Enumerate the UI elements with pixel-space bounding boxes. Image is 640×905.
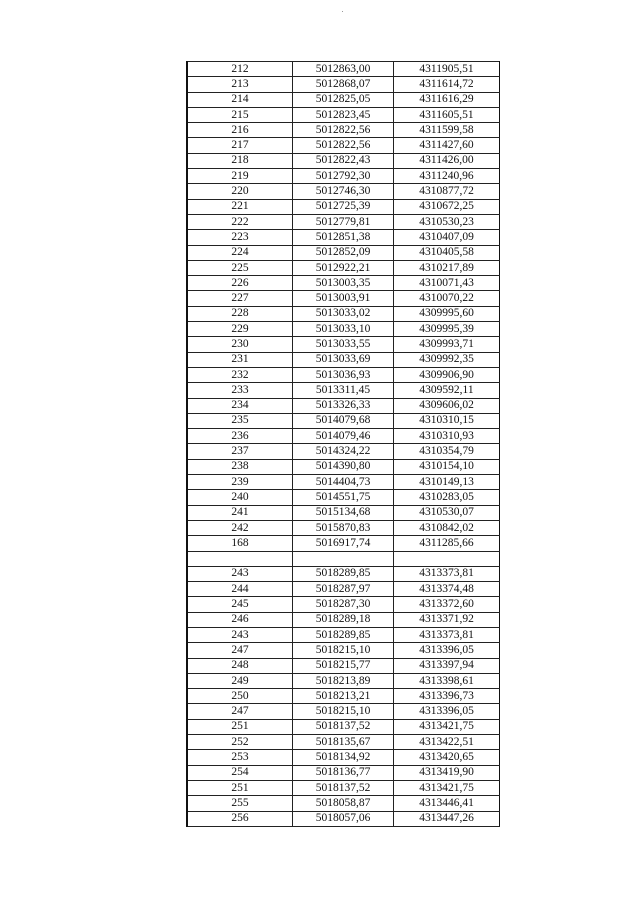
scan-speck: [342, 11, 343, 12]
y-coordinate-cell: 4310310,15: [394, 413, 500, 428]
x-coordinate-cell: 5014404,73: [293, 475, 394, 490]
x-coordinate-cell: 5012779,81: [293, 214, 394, 229]
x-coordinate-cell: 5018213,21: [293, 689, 394, 704]
y-coordinate-cell: 4310154,10: [394, 459, 500, 474]
x-coordinate-cell: 5018134,92: [293, 750, 394, 765]
table-row: [187, 291, 500, 306]
point-number-cell: 249: [187, 673, 293, 688]
x-coordinate-cell: 5012852,09: [293, 245, 394, 260]
y-coordinate-cell: 4310310,93: [394, 429, 500, 444]
y-coordinate-cell: 4311427,60: [394, 138, 500, 153]
y-coordinate-cell: 4309995,39: [394, 322, 500, 337]
point-number-cell: 216: [187, 123, 293, 138]
y-coordinate-cell: 4310530,23: [394, 214, 500, 229]
y-coordinate-cell: 4311616,29: [394, 92, 500, 107]
x-coordinate-cell: 5018058,87: [293, 796, 394, 811]
point-number-cell: 240: [187, 490, 293, 505]
x-coordinate-cell: 5018287,97: [293, 582, 394, 597]
point-number-cell: 247: [187, 643, 293, 658]
x-coordinate-cell: 5013033,69: [293, 352, 394, 367]
table-row: [187, 352, 500, 367]
y-coordinate-cell: 4313421,75: [394, 780, 500, 795]
table-row: [187, 780, 500, 795]
y-coordinate-cell: 4309592,11: [394, 383, 500, 398]
y-coordinate-cell: 4313372,60: [394, 597, 500, 612]
x-coordinate-cell: 5018215,10: [293, 704, 394, 719]
table-row: [187, 719, 500, 734]
point-number-cell: 251: [187, 719, 293, 734]
point-number-cell: 239: [187, 475, 293, 490]
x-coordinate-cell: 5012822,56: [293, 123, 394, 138]
y-coordinate-cell: [394, 551, 500, 566]
y-coordinate-cell: 4313373,81: [394, 566, 500, 581]
table-row: [187, 582, 500, 597]
y-coordinate-cell: 4310530,07: [394, 505, 500, 520]
y-coordinate-cell: 4313446,41: [394, 796, 500, 811]
table-row: [187, 566, 500, 581]
point-number-cell: 243: [187, 627, 293, 642]
point-number-cell: 227: [187, 291, 293, 306]
y-coordinate-cell: 4313374,48: [394, 582, 500, 597]
point-number-cell: 231: [187, 352, 293, 367]
y-coordinate-cell: 4309606,02: [394, 398, 500, 413]
table-row: [187, 306, 500, 321]
table-row: [187, 658, 500, 673]
point-number-cell: [187, 551, 293, 566]
y-coordinate-cell: 4313396,05: [394, 643, 500, 658]
point-number-cell: 215: [187, 107, 293, 122]
coordinate-table-body: [187, 62, 500, 827]
x-coordinate-cell: 5018215,10: [293, 643, 394, 658]
point-number-cell: 235: [187, 413, 293, 428]
y-coordinate-cell: 4309992,35: [394, 352, 500, 367]
x-coordinate-cell: 5014079,68: [293, 413, 394, 428]
table-row: [187, 245, 500, 260]
table-row: [187, 673, 500, 688]
point-number-cell: 214: [187, 92, 293, 107]
point-number-cell: 247: [187, 704, 293, 719]
point-number-cell: 230: [187, 337, 293, 352]
point-number-cell: 254: [187, 765, 293, 780]
x-coordinate-cell: 5018135,67: [293, 735, 394, 750]
x-coordinate-cell: 5018213,89: [293, 673, 394, 688]
table-row: [187, 612, 500, 627]
x-coordinate-cell: 5018287,30: [293, 597, 394, 612]
table-row: [187, 337, 500, 352]
table-row: [187, 77, 500, 92]
x-coordinate-cell: 5014551,75: [293, 490, 394, 505]
point-number-cell: 253: [187, 750, 293, 765]
point-number-cell: 248: [187, 658, 293, 673]
point-number-cell: 220: [187, 184, 293, 199]
table-row: [187, 704, 500, 719]
y-coordinate-cell: 4313422,51: [394, 735, 500, 750]
point-number-cell: 233: [187, 383, 293, 398]
table-row: [187, 169, 500, 184]
x-coordinate-cell: 5018137,52: [293, 780, 394, 795]
y-coordinate-cell: 4310407,09: [394, 230, 500, 245]
y-coordinate-cell: 4313396,73: [394, 689, 500, 704]
x-coordinate-cell: 5015134,68: [293, 505, 394, 520]
table-row: [187, 811, 500, 826]
x-coordinate-cell: 5013003,35: [293, 276, 394, 291]
x-coordinate-cell: 5012863,00: [293, 62, 394, 77]
y-coordinate-cell: 4310842,02: [394, 520, 500, 535]
y-coordinate-cell: 4310070,22: [394, 291, 500, 306]
y-coordinate-cell: 4313371,92: [394, 612, 500, 627]
y-coordinate-cell: 4313420,65: [394, 750, 500, 765]
y-coordinate-cell: 4311599,58: [394, 123, 500, 138]
point-number-cell: 228: [187, 306, 293, 321]
table-row: [187, 413, 500, 428]
y-coordinate-cell: 4313419,90: [394, 765, 500, 780]
x-coordinate-cell: 5013326,33: [293, 398, 394, 413]
x-coordinate-cell: 5012868,07: [293, 77, 394, 92]
table-row: [187, 444, 500, 459]
x-coordinate-cell: 5012725,39: [293, 199, 394, 214]
point-number-cell: 224: [187, 245, 293, 260]
x-coordinate-cell: 5018289,85: [293, 627, 394, 642]
point-number-cell: 255: [187, 796, 293, 811]
point-number-cell: 256: [187, 811, 293, 826]
point-number-cell: 237: [187, 444, 293, 459]
table-row: [187, 62, 500, 77]
x-coordinate-cell: [293, 551, 394, 566]
table-row: [187, 398, 500, 413]
point-number-cell: 245: [187, 597, 293, 612]
y-coordinate-cell: 4313373,81: [394, 627, 500, 642]
table-row: [187, 735, 500, 750]
table-row: [187, 475, 500, 490]
x-coordinate-cell: 5012851,38: [293, 230, 394, 245]
table-row: [187, 750, 500, 765]
point-number-cell: 244: [187, 582, 293, 597]
table-row: [187, 184, 500, 199]
y-coordinate-cell: 4309995,60: [394, 306, 500, 321]
point-number-cell: 232: [187, 367, 293, 382]
x-coordinate-cell: 5012792,30: [293, 169, 394, 184]
y-coordinate-cell: 4311426,00: [394, 153, 500, 168]
point-number-cell: 222: [187, 214, 293, 229]
x-coordinate-cell: 5013033,02: [293, 306, 394, 321]
x-coordinate-cell: 5012822,56: [293, 138, 394, 153]
point-number-cell: 217: [187, 138, 293, 153]
x-coordinate-cell: 5018057,06: [293, 811, 394, 826]
point-number-cell: 226: [187, 276, 293, 291]
x-coordinate-cell: 5018137,52: [293, 719, 394, 734]
point-number-cell: 229: [187, 322, 293, 337]
x-coordinate-cell: 5012746,30: [293, 184, 394, 199]
table-row: [187, 689, 500, 704]
y-coordinate-cell: 4310149,13: [394, 475, 500, 490]
point-number-cell: 168: [187, 536, 293, 551]
y-coordinate-cell: 4313396,05: [394, 704, 500, 719]
x-coordinate-cell: 5012922,21: [293, 260, 394, 275]
y-coordinate-cell: 4311240,96: [394, 169, 500, 184]
table-row: [187, 627, 500, 642]
x-coordinate-cell: 5013003,91: [293, 291, 394, 306]
table-row: [187, 383, 500, 398]
y-coordinate-cell: 4311614,72: [394, 77, 500, 92]
table-row: [187, 459, 500, 474]
point-number-cell: 238: [187, 459, 293, 474]
x-coordinate-cell: 5018215,77: [293, 658, 394, 673]
point-number-cell: 223: [187, 230, 293, 245]
x-coordinate-cell: 5014079,46: [293, 429, 394, 444]
table-row: [187, 505, 500, 520]
x-coordinate-cell: 5013033,55: [293, 337, 394, 352]
point-number-cell: 242: [187, 520, 293, 535]
y-coordinate-cell: 4313398,61: [394, 673, 500, 688]
point-number-cell: 243: [187, 566, 293, 581]
x-coordinate-cell: 5012823,45: [293, 107, 394, 122]
y-coordinate-cell: 4309993,71: [394, 337, 500, 352]
point-number-cell: 241: [187, 505, 293, 520]
point-number-cell: 236: [187, 429, 293, 444]
x-coordinate-cell: 5012822,43: [293, 153, 394, 168]
y-coordinate-cell: 4310877,72: [394, 184, 500, 199]
table-row: [187, 260, 500, 275]
x-coordinate-cell: 5012825,05: [293, 92, 394, 107]
y-coordinate-cell: 4313397,94: [394, 658, 500, 673]
y-coordinate-cell: 4310405,58: [394, 245, 500, 260]
point-number-cell: 212: [187, 62, 293, 77]
x-coordinate-cell: 5016917,74: [293, 536, 394, 551]
point-number-cell: 213: [187, 77, 293, 92]
point-number-cell: 234: [187, 398, 293, 413]
point-number-cell: 250: [187, 689, 293, 704]
table-row: [187, 230, 500, 245]
x-coordinate-cell: 5018136,77: [293, 765, 394, 780]
table-row: [187, 367, 500, 382]
x-coordinate-cell: 5013311,45: [293, 383, 394, 398]
y-coordinate-cell: 4313421,75: [394, 719, 500, 734]
y-coordinate-cell: 4313447,26: [394, 811, 500, 826]
y-coordinate-cell: 4310283,05: [394, 490, 500, 505]
x-coordinate-cell: 5014324,22: [293, 444, 394, 459]
table-row: [187, 138, 500, 153]
x-coordinate-cell: 5018289,85: [293, 566, 394, 581]
table-row: [187, 597, 500, 612]
table-row: [187, 123, 500, 138]
table-row: [187, 429, 500, 444]
y-coordinate-cell: 4310071,43: [394, 276, 500, 291]
table-row: [187, 322, 500, 337]
table-row: [187, 551, 500, 566]
coordinate-table: [186, 61, 500, 827]
table-row: [187, 796, 500, 811]
table-row: [187, 276, 500, 291]
y-coordinate-cell: 4309906,90: [394, 367, 500, 382]
y-coordinate-cell: 4310672,25: [394, 199, 500, 214]
table-row: [187, 214, 500, 229]
table-row: [187, 107, 500, 122]
table-row: [187, 92, 500, 107]
y-coordinate-cell: 4310354,79: [394, 444, 500, 459]
y-coordinate-cell: 4310217,89: [394, 260, 500, 275]
point-number-cell: 225: [187, 260, 293, 275]
point-number-cell: 246: [187, 612, 293, 627]
table-row: [187, 199, 500, 214]
y-coordinate-cell: 4311905,51: [394, 62, 500, 77]
x-coordinate-cell: 5018289,18: [293, 612, 394, 627]
x-coordinate-cell: 5014390,80: [293, 459, 394, 474]
point-number-cell: 251: [187, 780, 293, 795]
x-coordinate-cell: 5015870,83: [293, 520, 394, 535]
y-coordinate-cell: 4311605,51: [394, 107, 500, 122]
x-coordinate-cell: 5013033,10: [293, 322, 394, 337]
table-row: [187, 153, 500, 168]
table-row: [187, 490, 500, 505]
table-row: [187, 765, 500, 780]
table-row: [187, 520, 500, 535]
y-coordinate-cell: 4311285,66: [394, 536, 500, 551]
point-number-cell: 221: [187, 199, 293, 214]
point-number-cell: 252: [187, 735, 293, 750]
x-coordinate-cell: 5013036,93: [293, 367, 394, 382]
table-row: [187, 643, 500, 658]
point-number-cell: 218: [187, 153, 293, 168]
point-number-cell: 219: [187, 169, 293, 184]
table-row: [187, 536, 500, 551]
